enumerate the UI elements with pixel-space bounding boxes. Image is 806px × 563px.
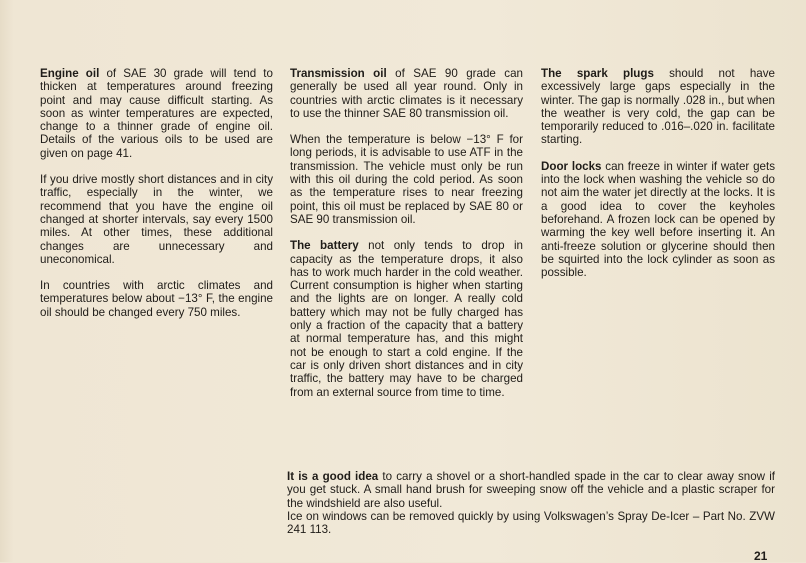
page-number: 21	[754, 549, 768, 563]
spark-plugs-text: should not have excessively large gaps especially in the winter. The gap is normally .028 in., but when the weather is very cold, the gap can be temporarily reduced to .016–.020 in. facilitate starting.	[541, 67, 775, 147]
column-3	[541, 67, 775, 292]
door-locks-paragraph	[541, 160, 775, 280]
engine-oil-heading: Engine oil	[40, 67, 100, 80]
de-icer-paragraph: Ice on windows can be removed quickly by using Volkswagen’s Spray De-Icer – Part No. ZVW 241 113.	[287, 509, 775, 537]
transmission-oil-text: of SAE 90 grade can generally be used all year round. Only in countries with arctic climates is it necessary to use the thinner SAE 80 transmission oil.	[290, 67, 523, 120]
transmission-oil-paragraph	[290, 67, 523, 120]
short-distance-paragraph: If you drive mostly short distances and in city traffic, especially in the winter, we recommend that you have the engine oil changed at shorter intervals, say every 1500 miles. At other times, these additional changes are unnecessary and uneconomical.	[40, 173, 273, 266]
atf-paragraph: When the temperature is below −13° F for long periods, it is advisable to use ATF in the transmission. The vehicle must only be run with this oil during the cold period. As soon as the temperature rises to near freezing point, this oil must be replaced by SAE 80 or SAE 90 transmission oil.	[290, 133, 523, 226]
battery-text: not only tends to drop in capacity as the temperature drops, it also has to work much harder in the cold weather. Current consumption is higher when starting and the lights are on longer. A really cold battery which may not be fully charged has only a fraction of the capacity that a battery at normal temperature has, and this might not be enough to start a cold engine. If the car is only driven short distances and in city traffic, the battery may have to be charged from an external source from time to time.	[290, 239, 523, 399]
tip-box	[287, 470, 775, 536]
engine-oil-paragraph	[40, 67, 273, 160]
tip-text: to carry a shovel or a short-handled spade in the car to clear away snow if you get stuck. A small hand brush for sweeping snow off the vehicle and a plastic scraper for the windshield are also useful.	[287, 470, 775, 510]
transmission-oil-heading: Transmission oil	[290, 67, 387, 80]
arctic-oil-paragraph: In countries with arctic climates and temperatures below about −13° F, the engine oil should be changed every 750 miles.	[40, 279, 273, 319]
battery-paragraph	[290, 239, 523, 399]
engine-oil-text: of SAE 30 grade will tend to thicken at temperatures around freezing point and may cause difficult starting. As soon as winter temperatures are expected, change to a thinner grade of engine oil. Details of the various oils to be used are given on page 41.	[40, 67, 273, 160]
door-locks-text: can freeze in winter if water gets into the lock when washing the vehicle so do not aim the water jet directly at the locks. It is a good idea to cover the keyholes beforehand. A frozen lock can be opened by warming the key well before inserting it. An anti-freeze solution or glycerine should then be squirted into the lock cylinder as soon as possible.	[541, 159, 775, 280]
tip-heading: It is a good idea	[287, 470, 379, 483]
column-1	[40, 67, 273, 332]
tip-paragraph	[287, 470, 775, 510]
spark-plugs-paragraph	[541, 67, 775, 147]
door-locks-heading: Door locks	[541, 159, 602, 173]
battery-heading: The battery	[290, 239, 359, 253]
column-2	[290, 67, 523, 412]
spark-plugs-heading: The spark plugs	[541, 67, 654, 80]
